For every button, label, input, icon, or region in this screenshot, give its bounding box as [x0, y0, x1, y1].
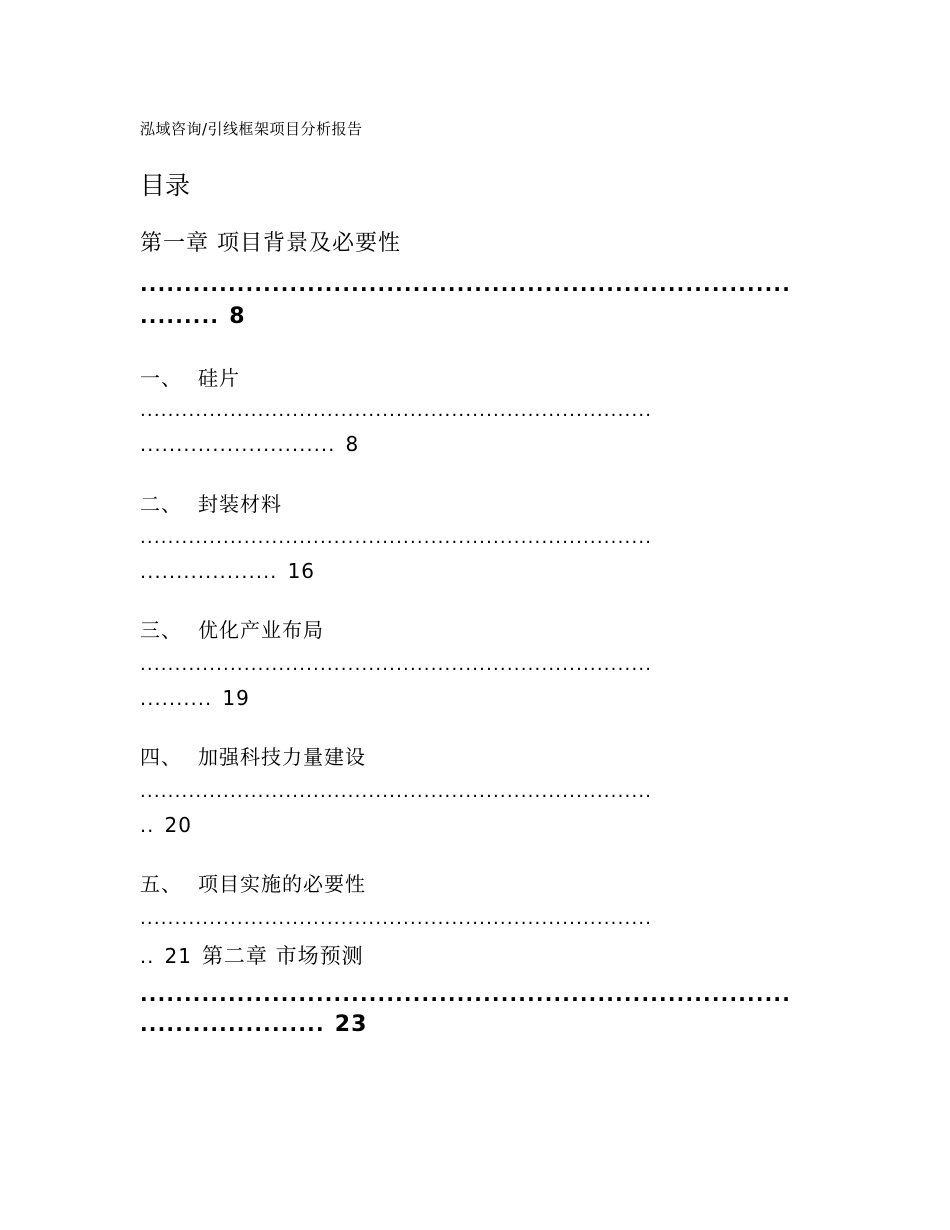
toc-chapter-1-title[interactable]: 第一章 项目背景及必要性	[140, 231, 401, 256]
toc-section-4-leader: ..........................................................................	[140, 781, 653, 802]
toc-section-5-title[interactable]	[140, 868, 366, 897]
toc-section-2-title[interactable]	[140, 488, 282, 517]
toc-chapter-2-leader: ..........................................................................	[140, 982, 792, 1006]
toc-section-4-leader-tail: ..	[140, 815, 155, 837]
toc-section-4-page-line	[140, 813, 192, 837]
toc-chapter-1-page-number[interactable]: 8	[229, 304, 246, 329]
toc-section-4-page-number[interactable]: 20	[164, 813, 192, 837]
toc-section-3-leader: ..........................................................................	[140, 654, 653, 675]
document-header: 泓域咨询/引线框架项目分析报告	[140, 120, 363, 138]
toc-section-3-leader-tail: ..........	[140, 688, 213, 710]
toc-section-3-title[interactable]	[140, 614, 324, 643]
toc-section-2-page-number[interactable]: 16	[287, 559, 316, 583]
toc-section-2-leader-tail: ...................	[140, 561, 278, 583]
toc-section-label: 硅片	[198, 366, 240, 390]
toc-section-label: 加强科技力量建设	[198, 745, 366, 769]
toc-section-number: 五、	[140, 872, 182, 896]
toc-section-1-page-number[interactable]: 8	[345, 432, 360, 456]
toc-section-1-leader: ..........................................................................	[140, 400, 653, 421]
toc-chapter-2-leader-tail: .....................	[140, 1012, 325, 1036]
toc-section-number: 二、	[140, 492, 182, 516]
toc-chapter-2-page-line	[140, 1012, 367, 1037]
toc-section-5-page-line	[140, 940, 364, 970]
toc-section-1-title[interactable]	[140, 362, 240, 391]
toc-section-label: 项目实施的必要性	[198, 872, 366, 896]
toc-chapter-1-leader-tail: .........	[140, 304, 220, 328]
toc-section-label: 优化产业布局	[198, 618, 324, 642]
toc-section-5-leader-tail: ..	[140, 946, 155, 968]
toc-chapter-1-leader: ..........................................................................	[140, 272, 792, 296]
toc-section-number: 一、	[140, 366, 182, 390]
toc-section-5-leader: ..........................................................................	[140, 908, 653, 929]
toc-section-2-page-line	[140, 559, 315, 583]
toc-section-3-page-line	[140, 686, 250, 710]
toc-chapter-2-title[interactable]: 第二章 市场预测	[201, 944, 364, 968]
toc-section-2-leader: ..........................................................................	[140, 527, 653, 548]
toc-title: 目录	[140, 171, 191, 200]
toc-section-number: 三、	[140, 618, 182, 642]
toc-section-number: 四、	[140, 745, 182, 769]
toc-chapter-2-page-number[interactable]: 23	[334, 1012, 368, 1037]
toc-section-5-page-number[interactable]: 21	[164, 944, 192, 968]
toc-section-3-page-number[interactable]: 19	[222, 686, 250, 710]
toc-section-4-title[interactable]	[140, 741, 366, 770]
toc-section-label: 封装材料	[198, 492, 282, 516]
toc-section-1-page-line	[140, 432, 359, 456]
toc-section-1-leader-tail: ...........................	[140, 434, 336, 456]
toc-chapter-1-page-line	[140, 304, 246, 329]
